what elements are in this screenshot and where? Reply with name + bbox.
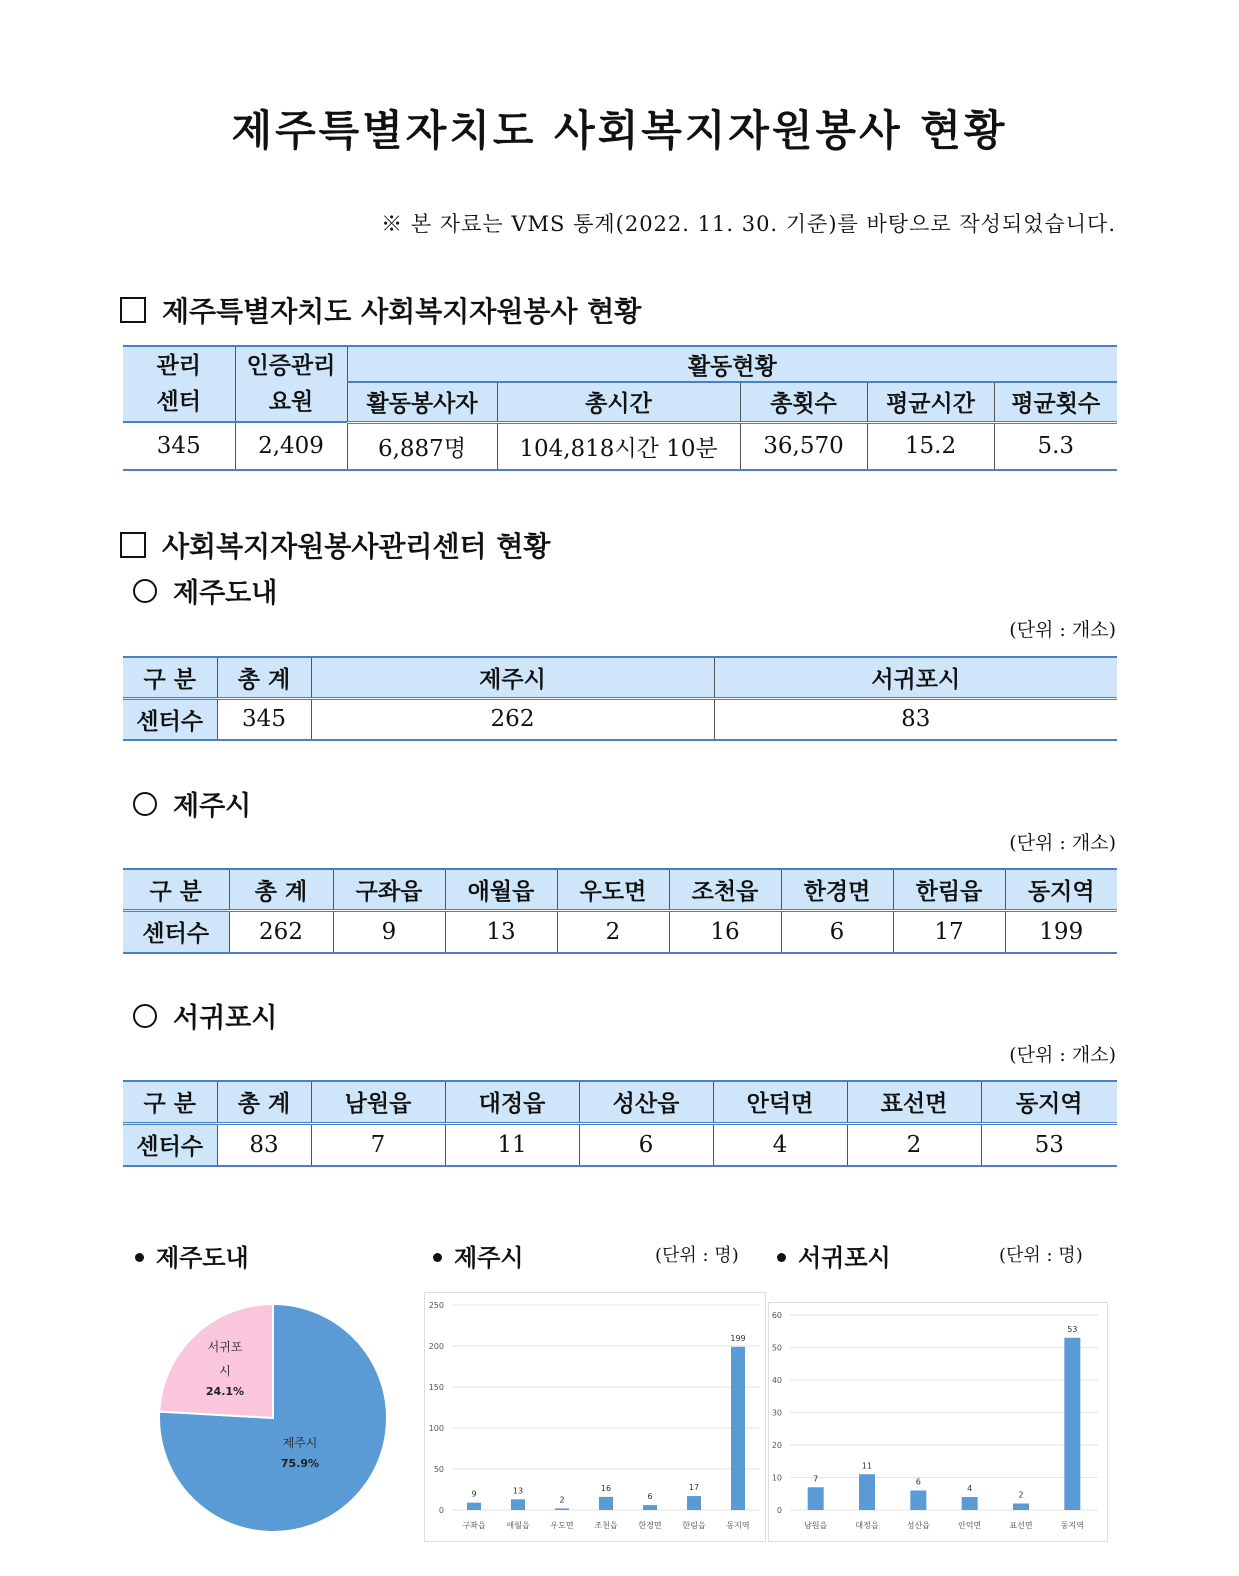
bar-표선면 [1013, 1504, 1029, 1511]
unit-label: (단위 : 개소) [1009, 1044, 1116, 1066]
x-tick-label: 안덕면 [958, 1521, 982, 1530]
seogwipo-heading-text: 서귀포시 [173, 1003, 278, 1034]
pie-label-seogwipo-2: 시 [219, 1364, 231, 1378]
seogwipo-table [123, 1080, 1117, 1167]
pie-slice-서귀포시 [159, 1304, 273, 1418]
jeju-header-cell-5: 조천읍 [669, 869, 781, 910]
jeju-value-cell-8: 199 [1005, 910, 1117, 953]
chart-seogwipo-unit: (단위 : 명) [999, 1245, 1083, 1266]
jeju-table [123, 868, 1117, 954]
chart-jeju-label-text: 제주시 [454, 1244, 524, 1272]
value-volunteers: 6,887명 [347, 422, 497, 470]
bar-value-label: 6 [647, 1492, 653, 1502]
seogwipo-value-cell-0: 센터수 [123, 1123, 217, 1166]
bar-value-label: 11 [861, 1461, 873, 1471]
y-tick-label: 50 [433, 1465, 444, 1474]
x-tick-label: 구좌읍 [462, 1521, 486, 1530]
bar-조천읍 [599, 1497, 613, 1510]
province-header-cell-1: 총 계 [217, 657, 311, 698]
source-note: ※ 본 자료는 VMS 통계(2022. 11. 30. 기준)를 바탕으로 작성되었습니다. [381, 212, 1116, 236]
seogwipo-value-cell-7: 53 [981, 1123, 1117, 1166]
square-bullet-icon [120, 532, 146, 558]
jeju-header-cell-7: 한림읍 [893, 869, 1005, 910]
jeju-value-cell-0: 센터수 [123, 910, 229, 953]
dot-bullet-icon [433, 1253, 442, 1262]
seogwipo-header-cell-2: 남원읍 [311, 1081, 445, 1123]
value-center: 345 [123, 422, 235, 470]
y-tick-label: 250 [428, 1301, 444, 1310]
jeju-value-cell-4: 2 [557, 910, 669, 953]
seogwipo-value-cell-2: 7 [311, 1123, 445, 1166]
bar-남원읍 [808, 1487, 824, 1510]
seogwipo-header-cell-3: 대정읍 [445, 1081, 579, 1123]
x-tick-label: 조천읍 [594, 1521, 618, 1530]
bar-동지역 [731, 1347, 745, 1510]
section1-heading-text: 제주특별자치도 사회복지자원봉사 현황 [162, 295, 642, 328]
province-heading [133, 571, 277, 610]
bar-안덕면 [962, 1497, 978, 1510]
bar-동지역 [1064, 1338, 1080, 1510]
unit-label: (단위 : 개소) [1009, 619, 1116, 641]
jeju-bar-chart [424, 1292, 766, 1542]
province-value-cell-2: 262 [311, 698, 714, 740]
jeju-value-cell-1: 262 [229, 910, 333, 953]
jeju-header-cell-3: 애월읍 [445, 869, 557, 910]
seogwipo-header-cell-5: 안덕면 [713, 1081, 847, 1123]
bar-value-label: 17 [688, 1483, 700, 1493]
seogwipo-value-cell-3: 11 [445, 1123, 579, 1166]
y-tick-label: 150 [428, 1383, 444, 1392]
bar-애월읍 [511, 1499, 525, 1510]
seogwipo-header-cell-1: 총 계 [217, 1081, 311, 1123]
bar-성산읍 [910, 1491, 926, 1511]
seogwipo-header-cell-6: 표선면 [847, 1081, 981, 1123]
pie-label-jeju: 제주시 [282, 1436, 318, 1450]
bar-value-label: 7 [813, 1474, 819, 1484]
chart-province-label-text: 제주도내 [156, 1244, 249, 1272]
bar-value-label: 199 [730, 1333, 746, 1343]
seogwipo-header-cell-4: 성산읍 [579, 1081, 713, 1123]
province-value-cell-0: 센터수 [123, 698, 217, 740]
header-total-count: 총횟수 [740, 382, 867, 422]
header-volunteers: 활동봉사자 [347, 382, 497, 422]
section2-heading [120, 525, 550, 565]
value-avg-count: 5.3 [994, 422, 1117, 470]
jeju-value-cell-5: 16 [669, 910, 781, 953]
bar-한경면 [643, 1505, 657, 1510]
section2-heading-text: 사회복지자원봉사관리센터 현황 [162, 530, 551, 563]
value-staff: 2,409 [235, 422, 347, 470]
jeju-header-cell-4: 우도면 [557, 869, 669, 910]
seogwipo-value-cell-1: 83 [217, 1123, 311, 1166]
bar-value-label: 13 [512, 1486, 524, 1496]
y-tick-label: 10 [771, 1473, 782, 1483]
y-tick-label: 0 [438, 1506, 444, 1515]
section1-heading [120, 290, 641, 330]
header-total-time: 총시간 [497, 382, 740, 422]
jeju-value-cell-7: 17 [893, 910, 1005, 953]
bar-우도면 [555, 1508, 569, 1510]
y-tick-label: 40 [771, 1376, 782, 1385]
value-total-time: 104,818시간 10분 [497, 422, 740, 470]
jeju-heading [133, 784, 251, 823]
bar-value-label: 53 [1067, 1324, 1078, 1334]
jeju-header-cell-0: 구 분 [123, 869, 229, 910]
chart-jeju-unit: (단위 : 명) [655, 1245, 739, 1266]
province-header-cell-0: 구 분 [123, 657, 217, 698]
seogwipo-bar-chart [768, 1302, 1108, 1542]
circle-bullet-icon [133, 1004, 157, 1028]
province-pie-chart [150, 1295, 400, 1545]
seogwipo-value-cell-5: 4 [713, 1123, 847, 1166]
x-tick-label: 남원읍 [804, 1521, 828, 1530]
chart-seogwipo-label-text: 서귀포시 [798, 1244, 891, 1272]
circle-bullet-icon [133, 792, 157, 816]
value-total-count: 36,570 [740, 422, 867, 470]
header-staff: 인증관리 요원 [235, 346, 347, 422]
square-bullet-icon [120, 297, 146, 323]
x-tick-label: 동지역 [726, 1521, 750, 1530]
activity-table [123, 345, 1117, 471]
jeju-header-cell-1: 총 계 [229, 869, 333, 910]
chart-province-label [135, 1238, 249, 1273]
province-header-cell-3: 서귀포시 [714, 657, 1117, 698]
jeju-value-cell-3: 13 [445, 910, 557, 953]
seogwipo-value-cell-6: 2 [847, 1123, 981, 1166]
y-tick-label: 50 [771, 1343, 782, 1353]
y-tick-label: 20 [771, 1441, 782, 1450]
x-tick-label: 대정읍 [855, 1521, 879, 1530]
bar-value-label: 2 [1018, 1490, 1024, 1500]
seogwipo-value-cell-4: 6 [579, 1123, 713, 1166]
x-tick-label: 성산읍 [906, 1521, 930, 1530]
dot-bullet-icon [777, 1253, 786, 1262]
y-tick-label: 30 [771, 1408, 782, 1418]
bar-구좌읍 [467, 1503, 481, 1510]
header-avg-time: 평균시간 [867, 382, 994, 422]
province-header-cell-2: 제주시 [311, 657, 714, 698]
jeju-heading-text: 제주시 [173, 791, 252, 822]
header-avg-count: 평균횟수 [994, 382, 1117, 422]
province-value-cell-1: 345 [217, 698, 311, 740]
y-tick-label: 100 [428, 1424, 444, 1433]
bar-value-label: 2 [559, 1495, 565, 1505]
seogwipo-header-cell-7: 동지역 [981, 1081, 1117, 1123]
chart-jeju-label [433, 1238, 524, 1273]
pie-label-seogwipo-1: 서귀포 [207, 1340, 243, 1354]
x-tick-label: 애월읍 [506, 1521, 530, 1530]
jeju-header-cell-8: 동지역 [1005, 869, 1117, 910]
x-tick-label: 표선면 [1009, 1521, 1033, 1530]
province-table [123, 656, 1117, 741]
jeju-header-cell-2: 구좌읍 [333, 869, 445, 910]
bar-한림읍 [687, 1496, 701, 1510]
y-tick-label: 0 [776, 1506, 782, 1515]
pie-pct-seogwipo: 24.1% [205, 1385, 245, 1398]
bar-value-label: 9 [471, 1489, 477, 1499]
x-tick-label: 한림읍 [682, 1521, 706, 1530]
jeju-header-cell-6: 한경면 [781, 869, 893, 910]
jeju-value-cell-2: 9 [333, 910, 445, 953]
x-tick-label: 한경면 [638, 1521, 662, 1530]
bar-대정읍 [859, 1474, 875, 1510]
bar-value-label: 4 [967, 1484, 973, 1493]
y-tick-label: 60 [771, 1311, 782, 1320]
circle-bullet-icon [133, 579, 157, 603]
dot-bullet-icon [135, 1253, 144, 1262]
seogwipo-heading [133, 996, 277, 1035]
x-tick-label: 동지역 [1060, 1521, 1084, 1530]
y-tick-label: 200 [428, 1342, 444, 1351]
bar-value-label: 6 [915, 1477, 921, 1487]
value-avg-time: 15.2 [867, 422, 994, 470]
province-heading-text: 제주도내 [173, 578, 278, 609]
x-tick-label: 우도면 [550, 1521, 574, 1530]
province-value-cell-3: 83 [714, 698, 1117, 740]
seogwipo-header-cell-0: 구 분 [123, 1081, 217, 1123]
pie-pct-jeju: 75.9% [280, 1457, 320, 1470]
jeju-value-cell-6: 6 [781, 910, 893, 953]
header-activity: 활동현황 [347, 346, 1117, 382]
header-center: 관리 센터 [123, 346, 235, 422]
unit-label: (단위 : 개소) [1009, 832, 1116, 854]
page-title: 제주특별자치도 사회복지자원봉사 현황 [231, 106, 1008, 155]
chart-seogwipo-label [777, 1238, 891, 1273]
bar-value-label: 16 [600, 1483, 612, 1493]
